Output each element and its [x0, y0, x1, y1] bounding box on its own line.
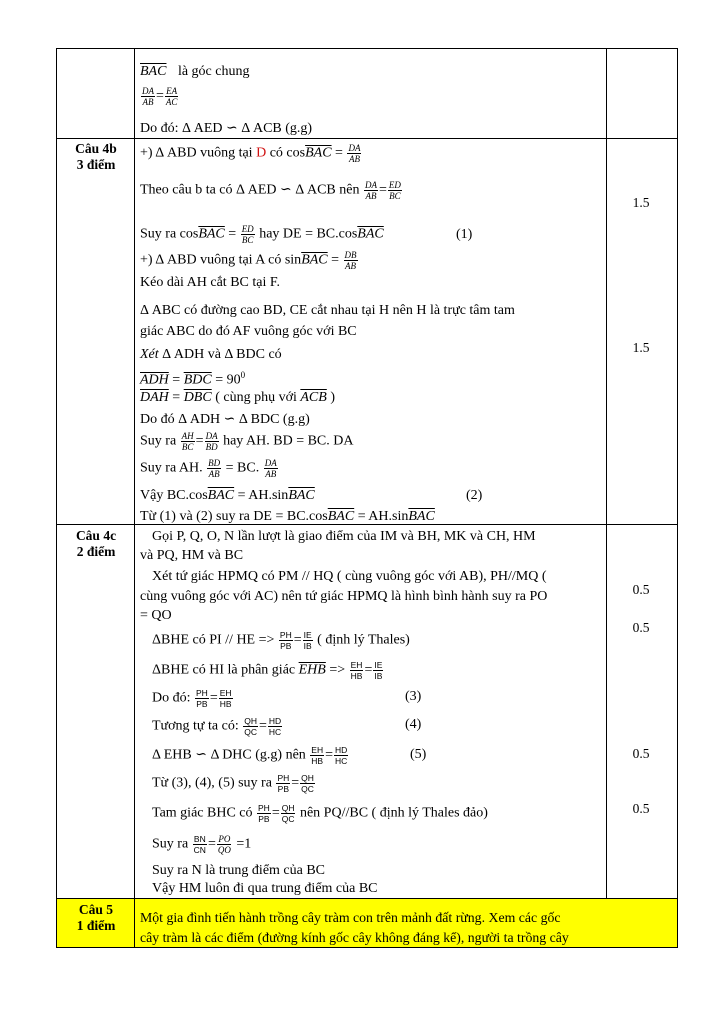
- line: = QO: [140, 608, 172, 623]
- fraction: [241, 224, 255, 245]
- eq: =: [293, 632, 302, 648]
- den: AB: [348, 154, 360, 164]
- fraction: [195, 688, 209, 709]
- fraction: [205, 431, 219, 452]
- line: [152, 773, 316, 794]
- den: HC: [268, 727, 282, 737]
- fraction: [181, 431, 195, 452]
- num: QH: [301, 773, 314, 783]
- line: [140, 508, 435, 525]
- text: hay AH. BD = BC. DA: [219, 433, 354, 449]
- text: là góc chung: [177, 64, 250, 79]
- num: HD: [335, 745, 348, 755]
- eq: =: [291, 775, 300, 791]
- num: PH: [196, 688, 208, 698]
- eq-tag-4: (4): [405, 717, 422, 732]
- text: nên PQ//BC ( định lý Thales đảo): [296, 805, 488, 821]
- text: =1: [232, 836, 252, 852]
- den: PB: [277, 784, 290, 794]
- line: [152, 716, 283, 737]
- line: [152, 688, 234, 709]
- num: DA: [142, 86, 154, 96]
- q4b-score-2: 1.5: [632, 340, 650, 355]
- q4c-score-4: 0.5: [632, 801, 650, 816]
- line: [152, 834, 251, 855]
- line: [152, 660, 384, 681]
- fraction: [281, 803, 296, 824]
- fraction: [276, 773, 290, 794]
- fraction: [347, 143, 361, 164]
- text: hay DE = BC.cos: [255, 226, 358, 242]
- line: [152, 630, 410, 651]
- text: =>: [325, 662, 349, 678]
- text: Suy ra cos: [140, 226, 199, 242]
- num: PO: [218, 834, 231, 844]
- text: Suy ra AH.: [140, 460, 207, 476]
- q4b-points: 3 điểm: [76, 157, 116, 172]
- num: ED: [388, 180, 401, 190]
- num: EH: [311, 745, 324, 755]
- den: AB: [265, 469, 277, 479]
- text: có cos: [266, 145, 306, 161]
- fraction: [264, 458, 278, 479]
- num: PH: [279, 630, 292, 640]
- angle: $\overline{BAC}$: [408, 509, 435, 524]
- eq: =: [168, 372, 184, 388]
- line: giác ABC do đó AF vuông góc với BC: [140, 324, 357, 339]
- fraction: [165, 86, 179, 107]
- line: [140, 431, 353, 452]
- text: Từ (3), (4), (5) suy ra: [152, 775, 276, 791]
- fraction: [141, 86, 155, 107]
- line: [140, 389, 335, 406]
- line: [140, 346, 282, 363]
- line: Kéo dài AH cắt BC tại F.: [140, 275, 281, 290]
- eq: =: [195, 433, 204, 449]
- angle: $\overline{ACB}$: [300, 390, 327, 405]
- text: = BC.: [222, 460, 263, 476]
- fraction: [193, 834, 207, 855]
- line: Xét tứ giác HPMQ có PM // HQ ( cùng vuông góc với AB), PH//MQ (: [152, 569, 547, 584]
- num: BD: [208, 458, 221, 468]
- line: Gọi P, Q, O, N lần lượt là giao điểm của IM và BH, MK và CH, HM: [152, 529, 536, 544]
- angle: $\overline{BAC}$: [207, 488, 235, 503]
- line: [152, 803, 488, 824]
- eq: =: [224, 226, 240, 242]
- line: [140, 458, 279, 479]
- den: AB: [142, 97, 154, 107]
- line: Vậy HM luôn đi qua trung điểm của BC: [152, 881, 378, 896]
- num: QH: [244, 716, 257, 726]
- eq: =: [271, 805, 280, 821]
- text: ( định lý Thales): [313, 632, 410, 648]
- fraction: [279, 630, 293, 651]
- num: AH: [181, 431, 194, 441]
- num: PH: [258, 803, 270, 813]
- line: [140, 224, 384, 245]
- line: [140, 143, 362, 164]
- superscript: 0: [240, 370, 246, 380]
- text: Δ ADH và Δ BDC có: [158, 347, 282, 362]
- den: IB: [303, 641, 312, 651]
- den: AC: [165, 97, 178, 107]
- den: HC: [335, 756, 348, 766]
- q4c-label: Câu 4c: [75, 528, 117, 543]
- angle: $\overline{BDC}$: [183, 372, 212, 388]
- fraction: [373, 660, 383, 681]
- q5-label: Câu 5: [78, 902, 114, 917]
- eq: =: [327, 252, 343, 268]
- eq-tag-5: (5): [410, 747, 427, 762]
- num: DA: [264, 458, 277, 468]
- line: Δ ABC có đường cao BD, CE cắt nhau tại H nên H là trực tâm tam: [140, 303, 515, 318]
- fraction: [388, 180, 402, 201]
- q4b-score-1: 1.5: [632, 195, 650, 210]
- num: EH: [219, 688, 232, 698]
- fraction: [350, 660, 364, 681]
- den: BD: [205, 442, 218, 452]
- den: PB: [196, 699, 208, 709]
- den: AB: [345, 261, 357, 271]
- q4c-score-2: 0.5: [632, 620, 650, 635]
- text: Vậy BC.cos: [140, 488, 208, 503]
- den: QC: [281, 814, 295, 824]
- den: AB: [208, 469, 220, 479]
- num: HD: [268, 716, 282, 726]
- num: QH: [281, 803, 295, 813]
- num: ED: [241, 224, 254, 234]
- text: ΔBHE có HI là phân giác: [152, 662, 299, 678]
- den: CN: [193, 845, 206, 855]
- text: = AH.sin: [234, 488, 289, 503]
- text: +) Δ ABD vuông tại: [140, 145, 257, 161]
- fraction: [344, 250, 358, 271]
- text: Suy ra: [152, 836, 192, 852]
- angle: $\overline{BAC}$: [357, 226, 384, 242]
- line: [140, 180, 403, 201]
- eq: =: [378, 182, 387, 198]
- angle: $\overline{BAC}$: [305, 145, 332, 161]
- text: = AH.sin: [354, 509, 409, 524]
- line: và PQ, HM và BC: [140, 548, 244, 563]
- num: DB: [344, 250, 357, 260]
- eq: =: [364, 662, 373, 678]
- fraction: [217, 834, 232, 855]
- eq: =: [209, 690, 218, 706]
- num: BN: [193, 834, 206, 844]
- num: EA: [166, 86, 178, 96]
- den: BC: [389, 191, 401, 201]
- den: AB: [365, 191, 377, 201]
- text: Tam giác BHC có: [152, 805, 256, 821]
- den: QC: [301, 784, 314, 794]
- fraction: [300, 773, 315, 794]
- fraction: [364, 180, 378, 201]
- fraction: [310, 745, 324, 766]
- den: BC: [181, 442, 194, 452]
- angle: $\overline{DBC}$: [183, 390, 212, 405]
- eq-tag-3: (3): [405, 689, 422, 704]
- angle: $\overline{BAC}$: [301, 252, 328, 268]
- fraction: [268, 716, 282, 737]
- den: PB: [280, 641, 292, 651]
- angle: $\overline{EHB}$: [298, 662, 326, 678]
- den: HB: [219, 699, 232, 709]
- den: IB: [374, 671, 383, 681]
- den: QC: [244, 727, 257, 737]
- eq: =: [207, 836, 216, 852]
- text: Từ (1) và (2) suy ra DE = BC.cos: [140, 509, 328, 524]
- eq: =: [258, 718, 267, 734]
- text: +) Δ ABD vuông tại A có sin: [140, 252, 302, 268]
- line: Một gia đình tiến hành trồng cây tràm con trên mảnh đất rừng. Xem các gốc: [140, 910, 561, 925]
- eq: =: [331, 145, 347, 161]
- q5-points: 1 điểm: [76, 918, 116, 933]
- line: Suy ra N là trung điểm của BC: [152, 863, 326, 878]
- q4c-score-3: 0.5: [632, 746, 650, 761]
- num: IE: [374, 660, 383, 670]
- q4c-points: 2 điểm: [76, 544, 116, 559]
- den: HB: [311, 756, 324, 766]
- fraction: [257, 803, 271, 824]
- den: HB: [350, 671, 363, 681]
- angle: $\overline{ADH}$: [140, 372, 169, 388]
- text: Theo câu b ta có Δ AED ∽ Δ ACB nên: [140, 182, 363, 198]
- eq-tag-2: (2): [466, 488, 483, 503]
- angle-bac: $\overline{BAC}$: [140, 64, 167, 79]
- angle: $\overline{DAH}$: [140, 390, 169, 405]
- fraction: [303, 630, 313, 651]
- line: cùng vuông góc với AC) nên tứ giác HPMQ là hình bình hành suy ra PO: [140, 589, 548, 604]
- angle: $\overline{BAC}$: [198, 226, 225, 242]
- line: [140, 250, 359, 271]
- den: QO: [217, 845, 231, 855]
- text: ΔBHE có PI // HE =>: [152, 632, 278, 648]
- q4c-score-1: 0.5: [632, 582, 650, 597]
- line: cây tràm là các điểm (đường kính gốc cây không đáng kể), người ta trồng cây: [140, 930, 569, 945]
- eq: =: [168, 390, 184, 405]
- eq: =: [325, 747, 334, 763]
- num: DA: [364, 180, 377, 190]
- text-red: D: [256, 145, 267, 161]
- line: Do đó Δ ADH ∽ Δ BDC (g.g): [140, 412, 310, 427]
- num: PH: [277, 773, 290, 783]
- fraction: [207, 458, 221, 479]
- text: Tương tự ta có:: [152, 718, 243, 734]
- text: ): [326, 390, 335, 405]
- num: DA: [205, 431, 218, 441]
- line: [140, 487, 315, 504]
- text: ( cùng phụ với: [211, 390, 301, 405]
- line: [140, 367, 245, 389]
- den: PB: [258, 814, 270, 824]
- fraction: [219, 688, 233, 709]
- angle: $\overline{BAC}$: [327, 509, 355, 524]
- angle: $\overline{BAC}$: [288, 488, 315, 503]
- text: Δ EHB ∽ Δ DHC (g.g) nên: [152, 747, 310, 763]
- text-italic: Xét: [140, 347, 159, 362]
- num: DA: [348, 143, 361, 153]
- eq-tag-1: (1): [456, 227, 473, 242]
- den: BC: [241, 235, 254, 245]
- num: IE: [303, 630, 312, 640]
- text: Do đó:: [152, 690, 194, 706]
- fraction: [243, 716, 258, 737]
- text: Suy ra: [140, 433, 180, 449]
- line: [152, 745, 349, 766]
- num: EH: [350, 660, 363, 670]
- q4b-label: Câu 4b: [75, 141, 117, 156]
- fraction: [334, 745, 348, 766]
- text-line: Do đó: Δ AED ∽ Δ ACB (g.g): [140, 121, 313, 136]
- text: = 90: [211, 372, 241, 388]
- eq: =: [156, 88, 164, 104]
